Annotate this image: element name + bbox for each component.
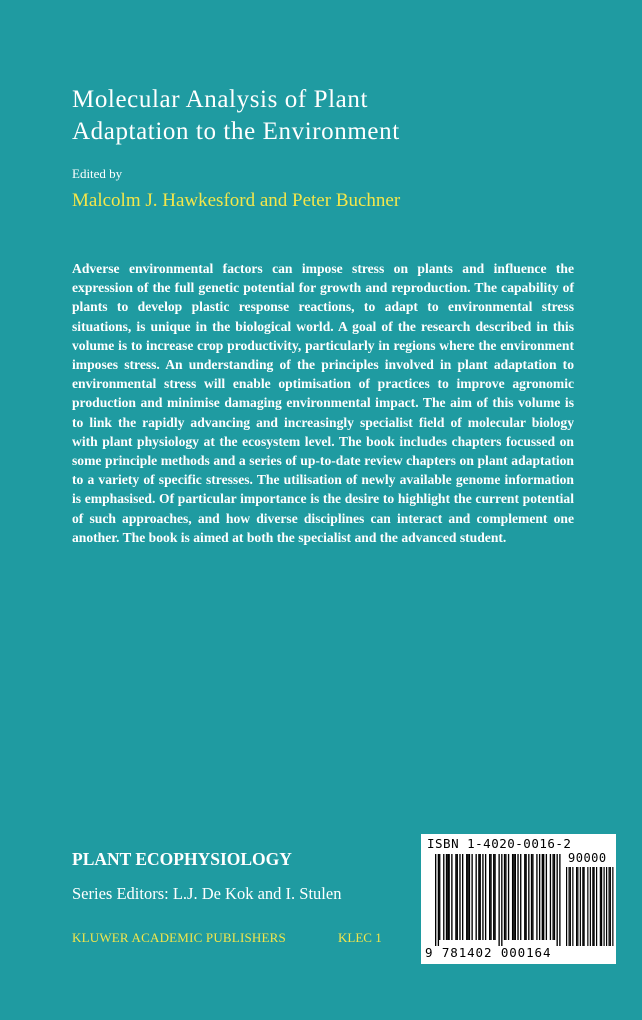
barcode-addon-bar bbox=[570, 867, 571, 946]
title-line-1: Molecular Analysis of Plant bbox=[72, 86, 369, 113]
barcode-bar bbox=[539, 854, 540, 940]
book-title bbox=[72, 84, 592, 148]
publisher-code: KLEC 1 bbox=[338, 930, 382, 945]
barcode-addon-bar bbox=[590, 867, 591, 946]
book-editors: Malcolm J. Hawkesford and Peter Buchner bbox=[72, 190, 401, 211]
barcode-bar bbox=[451, 854, 452, 940]
barcode-bar bbox=[517, 854, 518, 940]
barcode-bar bbox=[485, 854, 486, 940]
barcode-bar bbox=[455, 854, 456, 940]
barcode-bar bbox=[476, 854, 477, 940]
barcode-bar bbox=[480, 854, 481, 940]
barcode-bar bbox=[467, 854, 468, 940]
barcode-bar bbox=[554, 854, 555, 940]
barcode-bar bbox=[498, 854, 499, 946]
barcode-ean-digits: 9 781402 000164 bbox=[425, 945, 552, 960]
barcode-bar bbox=[443, 854, 444, 940]
barcode-addon-bar bbox=[609, 867, 610, 946]
barcode-addon-bar bbox=[600, 867, 601, 946]
barcode-bar bbox=[459, 854, 460, 940]
barcode-addon-bar bbox=[594, 867, 595, 946]
barcode-bar bbox=[532, 854, 533, 940]
barcode-addon-bar bbox=[601, 867, 602, 946]
barcode-bar bbox=[504, 854, 505, 940]
isbn-number: ISBN 1-4020-0016-2 bbox=[427, 836, 572, 851]
publisher-name: KLUWER ACADEMIC PUBLISHERS bbox=[72, 930, 286, 945]
barcode-bar bbox=[508, 854, 509, 940]
barcode-bar bbox=[505, 854, 506, 940]
barcode-bar bbox=[482, 854, 483, 940]
isbn-barcode bbox=[421, 834, 616, 964]
barcode-bar bbox=[462, 854, 463, 940]
barcode-bar bbox=[524, 854, 525, 940]
series-name: PLANT ECOPHYSIOLOGY bbox=[72, 849, 292, 869]
barcode-bar bbox=[557, 854, 558, 946]
barcode-addon-digits: 90000 bbox=[568, 851, 607, 865]
edited-by-label: Edited by bbox=[72, 166, 123, 181]
barcode-addon-bar bbox=[576, 867, 577, 946]
barcode-addon-bar bbox=[604, 867, 605, 946]
barcode-bar bbox=[512, 854, 513, 940]
barcode-addon-bar bbox=[569, 867, 570, 946]
barcode-addon-bar bbox=[612, 867, 613, 946]
barcode-bar bbox=[515, 854, 516, 940]
barcode-bar bbox=[489, 854, 490, 940]
barcode-bar bbox=[466, 854, 467, 940]
barcode-bar bbox=[550, 854, 551, 940]
barcode-bar bbox=[446, 854, 447, 940]
barcode-bar bbox=[478, 854, 479, 940]
barcode-addon-bar bbox=[572, 867, 573, 946]
barcode-addon-bar bbox=[610, 867, 611, 946]
barcode-bar bbox=[525, 854, 526, 940]
barcode-bar bbox=[447, 854, 448, 940]
barcode-bar bbox=[457, 854, 458, 940]
barcode-addon-bar bbox=[582, 867, 583, 946]
barcode-bar bbox=[520, 854, 521, 940]
barcode-bar bbox=[528, 854, 529, 940]
barcode-addon-bar bbox=[580, 867, 581, 946]
barcode-addon-bar bbox=[577, 867, 578, 946]
barcode-bar bbox=[471, 854, 472, 940]
barcode-bar bbox=[552, 854, 553, 940]
book-description: Adverse environmental factors can impose stress on plants and influence the expression of the full genetic potential for growth and reproduction. The capability of plants to develop plastic response reactions, to adapt to environmental stress situations, is unique in the biological world. A goal of the research described in this volume is to increase crop productivity, particularly in regions where the environment imposes stress. An understanding of the principles involved in plant adaptation to environmental stress will enable optimisation of practices to improve agronomic production and minimise damaging environmental impact. The aim of this volume is to link the rapidly advancing and increasingly specialist field of molecular biology with plant physiology at the ecosystem level. The book includes chapters focussed on some principle methods and a series of up-to-date review chapters on plant adaptation to a variety of specific stresses. The utilisation of newly available genome information is emphasised. Of particular importance is the desire to highlight the current potential of such approaches, and how diverse disciplines can interact and complement one another. The book is aimed at both the specialist and the advanced student. bbox=[72, 261, 574, 545]
barcode-addon-bar bbox=[584, 867, 585, 946]
barcode-bar bbox=[435, 854, 436, 946]
barcode-bar bbox=[543, 854, 544, 940]
barcode-bar bbox=[513, 854, 514, 940]
series-editors: Series Editors: L.J. De Kok and I. Stulen bbox=[72, 884, 342, 903]
barcode-bar bbox=[501, 854, 502, 946]
barcode-bar bbox=[559, 854, 560, 946]
barcode-addon-bar bbox=[587, 867, 588, 946]
barcode-bar bbox=[494, 854, 495, 940]
barcode-bar bbox=[536, 854, 537, 940]
barcode-addon-bar bbox=[592, 867, 593, 946]
barcode-bar bbox=[546, 854, 547, 940]
barcode-bar bbox=[493, 854, 494, 940]
barcode-bar bbox=[469, 854, 470, 940]
barcode-bar bbox=[439, 854, 440, 940]
barcode-bar bbox=[490, 854, 491, 940]
barcode-bar bbox=[542, 854, 543, 940]
title-line-2: Adaptation to the Environment bbox=[72, 118, 400, 145]
barcode-addon-bar bbox=[606, 867, 607, 946]
barcode-bar bbox=[531, 854, 532, 940]
barcode-addon-bar bbox=[566, 867, 567, 946]
barcode-bar bbox=[449, 854, 450, 940]
barcode-addon-bar bbox=[596, 867, 597, 946]
barcode-bar bbox=[438, 854, 439, 946]
